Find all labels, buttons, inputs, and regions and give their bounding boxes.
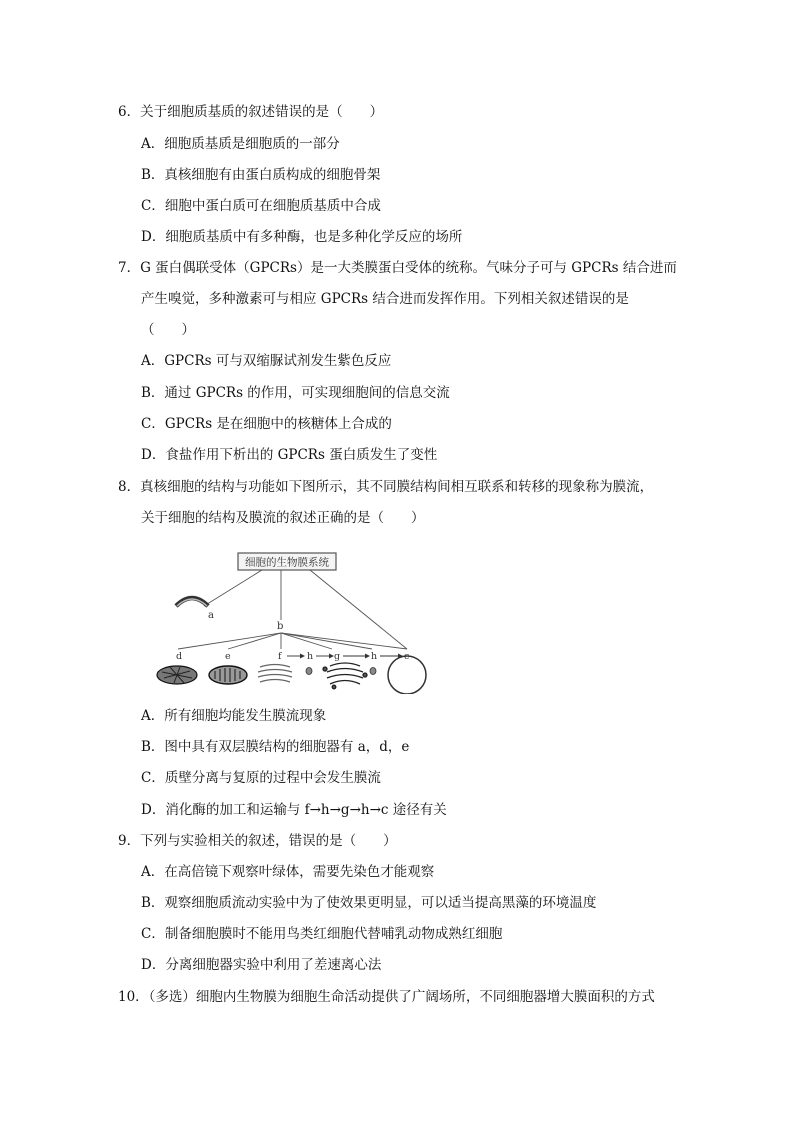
label-a: a (208, 610, 214, 621)
organelle-e-shape (209, 666, 247, 684)
organelle-d-shape (157, 666, 197, 684)
question-9-stem: 9．下列与实验相关的叙述，错误的是（ ） (118, 833, 397, 849)
question-8-option-d: D．消化酶的加工和运输与 f→h→g→h→c 途径有关 (141, 802, 447, 818)
question-7-option-b: B．通过 GPCRs 的作用，可实现细胞间的信息交流 (141, 385, 450, 401)
question-8-option-b: B．图中具有双层膜结构的细胞器有 a，d，e (141, 739, 410, 755)
label-d: d (176, 651, 183, 662)
question-7-stem-line1: 7．G 蛋白偶联受体（GPCRs）是一大类膜蛋白受体的统称。气味分子可与 GPCRs 结合进而 (118, 260, 677, 276)
question-8-option-a: A．所有细胞均能发生膜流现象 (141, 708, 327, 724)
question-7-option-c: C．GPCRs 是在细胞中的核糖体上合成的 (141, 416, 392, 432)
organelle-g-shape (323, 663, 367, 689)
label-e: e (225, 651, 231, 662)
question-9-option-c: C．制备细胞膜时不能用鸟类红细胞代替哺乳动物成熟红细胞 (141, 926, 503, 942)
question-6-option-d: D．细胞质基质中有多种酶，也是多种化学反应的场所 (141, 229, 463, 245)
organelle-f-shape (258, 665, 292, 683)
label-g: g (334, 651, 341, 662)
label-h-2: h (371, 651, 378, 662)
question-8-stem-line1: 8．真核细胞的结构与功能如下图所示，其不同膜结构间相互联系和转移的现象称为膜流， (118, 479, 654, 495)
question-8-option-c: C．质壁分离与复原的过程中会发生膜流 (141, 770, 381, 786)
question-7-option-a: A．GPCRs 可与双缩脲试剂发生紫色反应 (141, 353, 392, 369)
label-f: f (278, 651, 282, 662)
question-9-option-a: A．在高倍镜下观察叶绿体，需要先染色才能观察 (141, 864, 435, 880)
biomembrane-system-diagram (150, 548, 440, 694)
question-6-option-a: A．细胞质基质是细胞质的一部分 (141, 136, 340, 152)
label-b: b (277, 621, 284, 632)
label-h-1: h (307, 651, 314, 662)
question-7-stem-line2: 产生嗅觉，多种激素可与相应 GPCRs 结合进而发挥作用。下列相关叙述错误的是 (141, 291, 629, 307)
question-7-stem-line3: （ ） (141, 322, 195, 338)
question-6-option-b: B．真核细胞有由蛋白质构成的细胞骨架 (141, 167, 381, 183)
diagram-title: 细胞的生物膜系统 (245, 556, 329, 569)
question-6-stem: 6．关于细胞质基质的叙述错误的是（ ） (118, 104, 384, 120)
label-c: c (404, 651, 410, 662)
question-6-option-c: C．细胞中蛋白质可在细胞质基质中合成 (141, 198, 381, 214)
question-7-option-d: D．食盐作用下析出的 GPCRs 蛋白质发生了变性 (141, 447, 438, 463)
question-9-option-b: B．观察细胞质流动实验中为了使效果更明显，可以适当提高黑藻的环境温度 (141, 895, 597, 911)
question-10-stem: 10．（多选）细胞内生物膜为细胞生命活动提供了广阔场所，不同细胞器增大膜面积的方式 (118, 989, 655, 1005)
question-8-stem-line2: 关于细胞的结构及膜流的叙述正确的是（ ） (141, 510, 425, 526)
question-9-option-d: D．分离细胞器实验中利用了差速离心法 (141, 957, 382, 973)
